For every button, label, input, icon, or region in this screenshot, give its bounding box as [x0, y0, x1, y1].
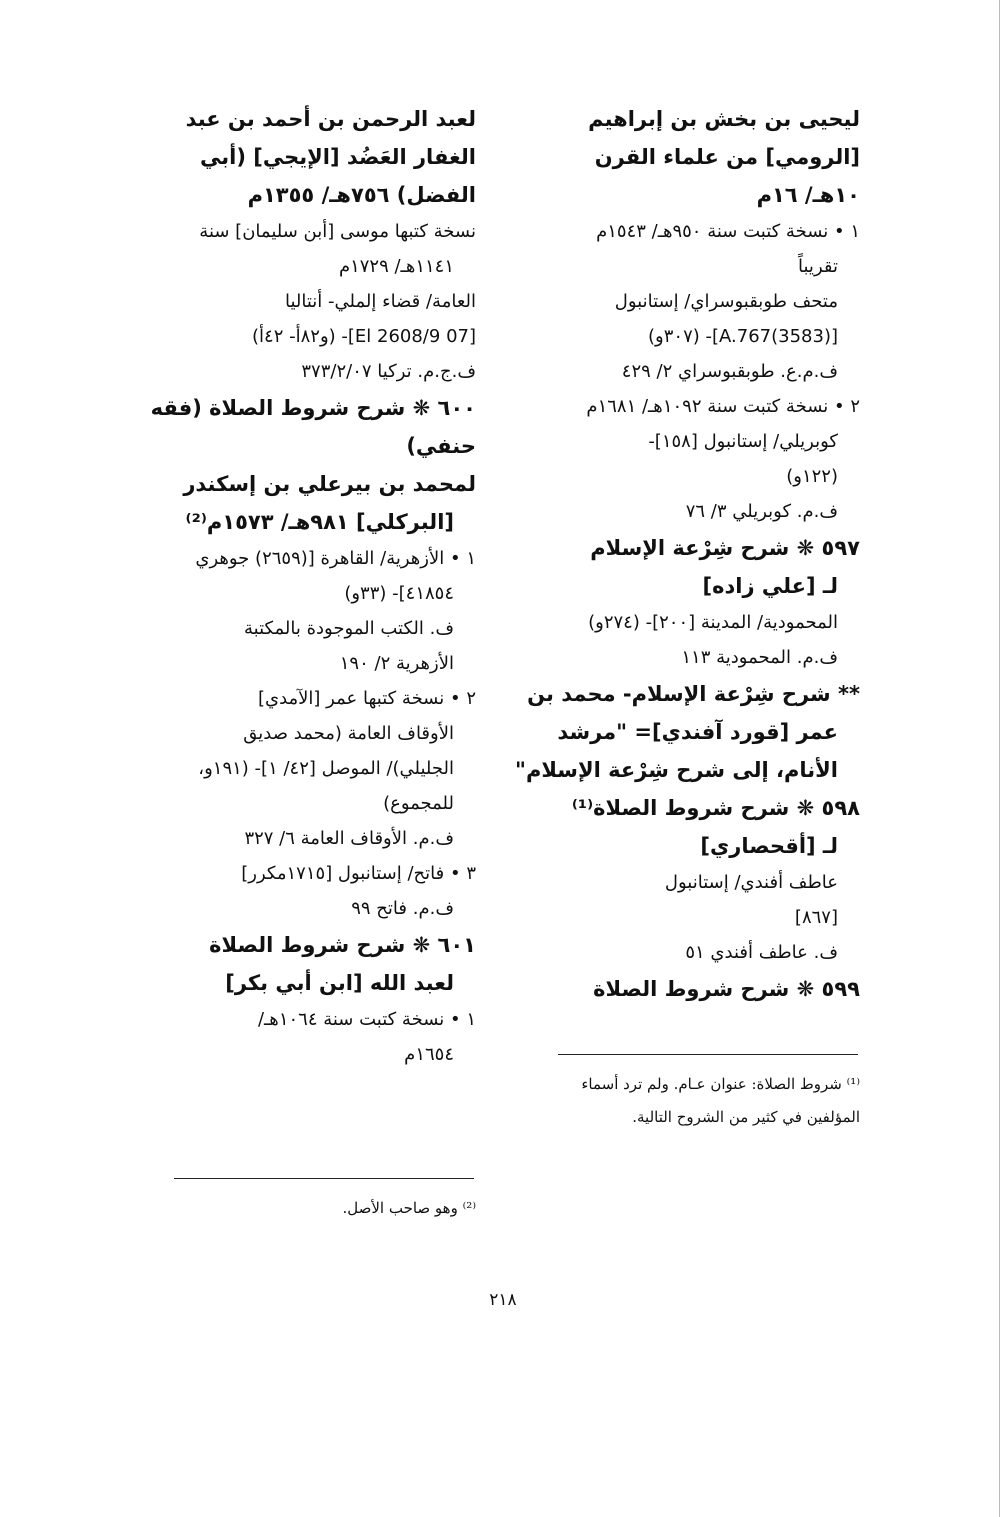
left-column-line: للمجموع) [383, 793, 454, 814]
right-column-line: لـ [أقحصاري] [700, 834, 838, 858]
left-column-line: ٣ • فاتح/ إستانبول [١٧١٥مكرر] [241, 863, 476, 884]
right-column-line: ليحيى بن بخش بن إبراهيم [588, 107, 860, 131]
left-column-line: ٦٠١ ❋ شرح شروط الصلاة [209, 933, 476, 957]
left-column-line: ف.ج.م. تركيا ٣٧٣/٢/٠٧ [301, 361, 476, 382]
left-column-line: ف.م. فاتح ٩٩ [351, 898, 454, 919]
footnote-left-line-1: ⁽²⁾ وهو صاحب الأصل. [342, 1199, 476, 1217]
left-column-line: ١١٤١هـ/ ١٧٢٩م [338, 256, 454, 277]
right-column-line: ١٠هـ/ ١٦م [756, 183, 860, 207]
left-column-line: حنفي) [406, 434, 476, 458]
right-column-line: عاطف أفندي/ إستانبول [664, 872, 838, 893]
right-column-line: (١٢٢و) [786, 466, 838, 487]
left-column-line: [07 El 2608/9]- (و٨٢أ- ٤٢أ) [252, 326, 476, 347]
left-column-line: ١ • الأزهرية/ القاهرة [(٢٦٥٩) جوهري [195, 548, 476, 569]
left-column-line: ١ • نسخة كتبت سنة ١٠٦٤هـ/ [257, 1009, 476, 1030]
right-column-line: كوبريلي/ إستانبول [١٥٨]- [648, 431, 838, 452]
right-column-line: ٥٩٩ ❋ شرح شروط الصلاة [593, 977, 860, 1001]
left-column-line: الأزهرية ٢/ ١٩٠ [339, 653, 454, 674]
left-column-line: [البركلي] ٩٨١هـ/ ١٥٧٣م⁽²⁾ [185, 510, 454, 534]
footnote-right [520, 1068, 860, 1134]
footnote-separator-right [558, 1054, 858, 1055]
right-column-line: [٨٦٧] [794, 907, 838, 928]
right-column-line: ف.م. كوبريلي ٣/ ٧٦ [685, 501, 838, 522]
left-column-line: ١٦٥٤م [404, 1044, 454, 1065]
right-column-line: ٥٩٨ ❋ شرح شروط الصلاة⁽¹⁾ [571, 796, 860, 820]
right-column-line: ٢ • نسخة كتبت سنة ١٠٩٢هـ/ ١٦٨١م [586, 396, 860, 417]
right-column-line: ** شرح شِرْعة الإسلام- محمد بن [527, 682, 860, 706]
left-column-line: لمحمد بن بيرعلي بن إسكندر [183, 472, 476, 496]
left-column [136, 100, 476, 1072]
page-number: ٢١٨ [489, 1290, 517, 1310]
left-column-line: الغفار العَضُد [الإيجي] (أبي [200, 145, 476, 169]
footnote-left [136, 1192, 476, 1225]
right-column-line: ف. عاطف أفندي ٥١ [685, 942, 838, 963]
footnote-right-line-1: ⁽¹⁾ شروط الصلاة: عنوان عـام. ولم ترد أسماء [581, 1075, 860, 1093]
left-column-line: ٢ • نسخة كتبها عمر [الآمدي] [257, 688, 476, 709]
footnote-separator-left [174, 1178, 474, 1179]
left-column-line: لعبد الله [ابن أبي بكر] [225, 971, 454, 995]
scan-edge [999, 0, 1000, 1517]
right-column-line: عمر [قورد آفندي]= "مرشد [557, 720, 838, 744]
right-column-line: ١ • نسخة كتبت سنة ٩٥٠هـ/ ١٥٤٣م [596, 221, 860, 242]
left-column-line: نسخة كتبها موسى [أبن سليمان] سنة [199, 221, 476, 242]
right-column-line: لـ [علي زاده] [702, 574, 838, 598]
right-column [515, 100, 860, 1008]
left-column-line: ف. الكتب الموجودة بالمكتبة [244, 618, 454, 639]
left-column-line: ٦٠٠ ❋ شرح شروط الصلاة (فقه [150, 396, 476, 420]
left-column-line: الأوقاف العامة (محمد صديق [243, 723, 454, 744]
left-column-line: ٤١٨٥٤]- (٣٣و) [344, 583, 454, 604]
right-column-line: ف.م. المحمودية ١١٣ [681, 647, 838, 668]
left-column-line: الفضل) ٧٥٦هـ/ ١٣٥٥م [247, 183, 476, 207]
left-column-line: ف.م. الأوقاف العامة ٦/ ٣٢٧ [244, 828, 454, 849]
right-column-line: الأنام، إلى شرح شِرْعة الإسلام" [515, 758, 838, 782]
right-column-line: متحف طوبقبوسراي/ إستانبول [614, 291, 838, 312]
right-column-line: [الرومي] من علماء القرن [594, 145, 860, 169]
right-column-line: ف.م.ع. طوبقبوسراي ٢/ ٤٢٩ [621, 361, 838, 382]
left-column-line: العامة/ قضاء إلملي- أنتاليا [284, 291, 476, 312]
footnote-right-line-2: المؤلفين في كثير من الشروح التالية. [632, 1108, 860, 1126]
left-column-line: الجليلي)/ الموصل [٤٢/ ١]- (١٩١و، [198, 758, 454, 779]
left-column-line: لعبد الرحمن بن أحمد بن عبد [185, 107, 476, 131]
right-column-line: [A.767(3583)]- (٣٠٧و) [648, 326, 838, 347]
right-column-line: ٥٩٧ ❋ شرح شِرْعة الإسلام [590, 536, 860, 560]
right-column-line: تقريباً [798, 256, 838, 277]
right-column-line: المحمودية/ المدينة [٢٠٠]- (٢٧٤و) [588, 612, 838, 633]
